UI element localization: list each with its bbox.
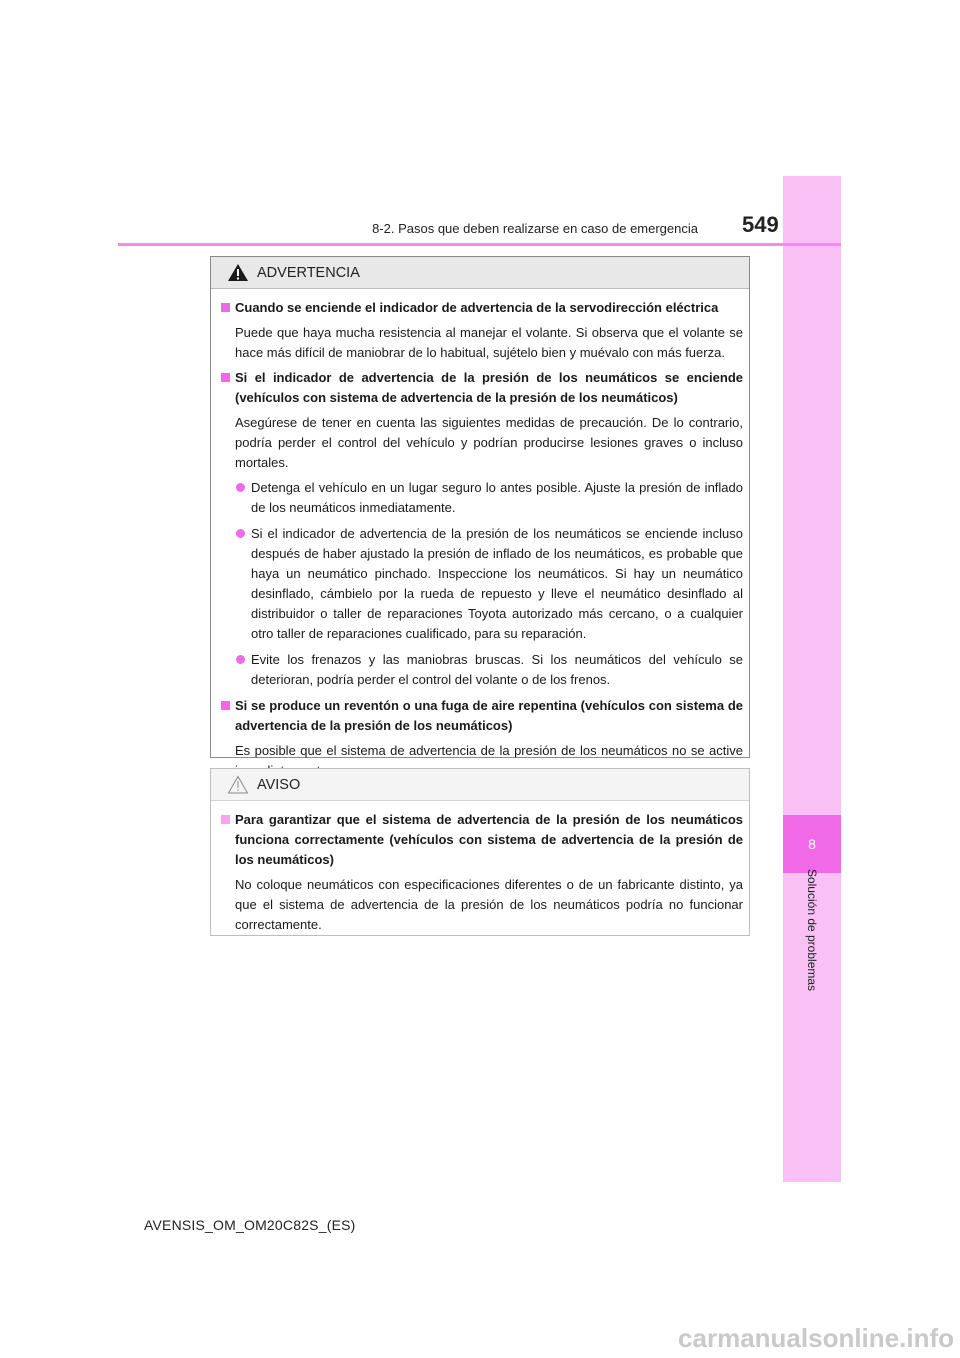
- warning-title: ADVERTENCIA: [257, 264, 360, 281]
- warning-section-2-text: Asegúrese de tener en cuenta las siguientes medidas de precaución. De lo contrario, podría perder el control del vehículo y podrían producirse lesiones graves o incluso mortales.: [235, 415, 743, 470]
- square-bullet-icon: [221, 701, 230, 710]
- notice-body: [211, 801, 749, 935]
- notice-section-1-text: No coloque neumáticos con especificaciones diferentes o de un fabricante distinto, ya que el sistema de advertencia de la presión de los neumáticos podría no funcionar correctamente.: [235, 877, 743, 932]
- circle-bullet-icon: [236, 529, 245, 538]
- caution-triangle-icon: [227, 775, 249, 794]
- notice-title: AVISO: [257, 776, 301, 793]
- square-bullet-icon: [221, 373, 230, 382]
- warning-section-1-title: Cuando se enciende el indicador de advertencia de la servodirección eléctrica: [221, 298, 743, 318]
- notice-section-1-title: Para garantizar que el sistema de advertencia de la presión de los neumáticos funciona correctamente (vehículos con sistema de advertencia de la presión de los neumáticos): [221, 810, 743, 870]
- square-bullet-icon: [221, 815, 230, 824]
- warning-bullet-3: Evite los frenazos y las maniobras bruscas. Si los neumáticos del vehículo se deterioran, podría perder el control del volante o de los frenos.: [221, 650, 743, 690]
- document-code: AVENSIS_OM_OM20C82S_(ES): [144, 1217, 356, 1233]
- warning-body: [211, 289, 749, 781]
- header-divider: [118, 243, 841, 246]
- circle-bullet-icon: [236, 655, 245, 664]
- warning-bullet-1: Detenga el vehículo en un lugar seguro lo antes posible. Ajuste la presión de inflado de los neumáticos inmediatamente.: [221, 478, 743, 518]
- warning-section-2-title: Si el indicador de advertencia de la presión de los neumáticos se enciende (vehículos con sistema de advertencia de la presión de los neumáticos): [221, 368, 743, 408]
- warning-section-1-text: Puede que haya mucha resistencia al manejar el volante. Si observa que el volante se hace más difícil de maniobrar de lo habitual, sujételo bien y muévalo con más fuerza.: [235, 325, 743, 360]
- warning-box: [210, 256, 750, 758]
- notice-header: [211, 769, 749, 801]
- notice-box: [210, 768, 750, 936]
- warning-bullet-2: Si el indicador de advertencia de la presión de los neumáticos se enciende incluso después de haber ajustado la presión de inflado de los neumáticos, es probable que haya un neumático pinchado. Inspeccione los neumáticos. Si hay un neumático desinflado, cámbielo por la rueda de repuesto y lleve el neumático desinflado al distribuidor o taller de reparaciones Toyota autorizado más cercano, o a cualquier otro taller de reparaciones cualificado, para su reparación.: [221, 524, 743, 644]
- circle-bullet-icon: [236, 483, 245, 492]
- page-number: 549: [742, 212, 779, 237]
- square-bullet-icon: [221, 303, 230, 312]
- warning-header: [211, 257, 749, 289]
- warning-triangle-icon: [227, 263, 249, 282]
- chapter-side-tab: [783, 176, 841, 1182]
- chapter-number: 8: [783, 815, 841, 873]
- watermark: carmanualsonline.info: [678, 1323, 954, 1353]
- section-title: 8-2. Pasos que deben realizarse en caso de emergencia: [372, 221, 698, 236]
- chapter-label-text: Solución de problemas: [805, 868, 819, 992]
- warning-section-3-title: Si se produce un reventón o una fuga de aire repentina (vehículos con sistema de advertencia de la presión de los neumáticos): [221, 696, 743, 736]
- warning-section-3-text: Es posible que el sistema de advertencia de la presión de los neumáticos no se active: [235, 743, 743, 758]
